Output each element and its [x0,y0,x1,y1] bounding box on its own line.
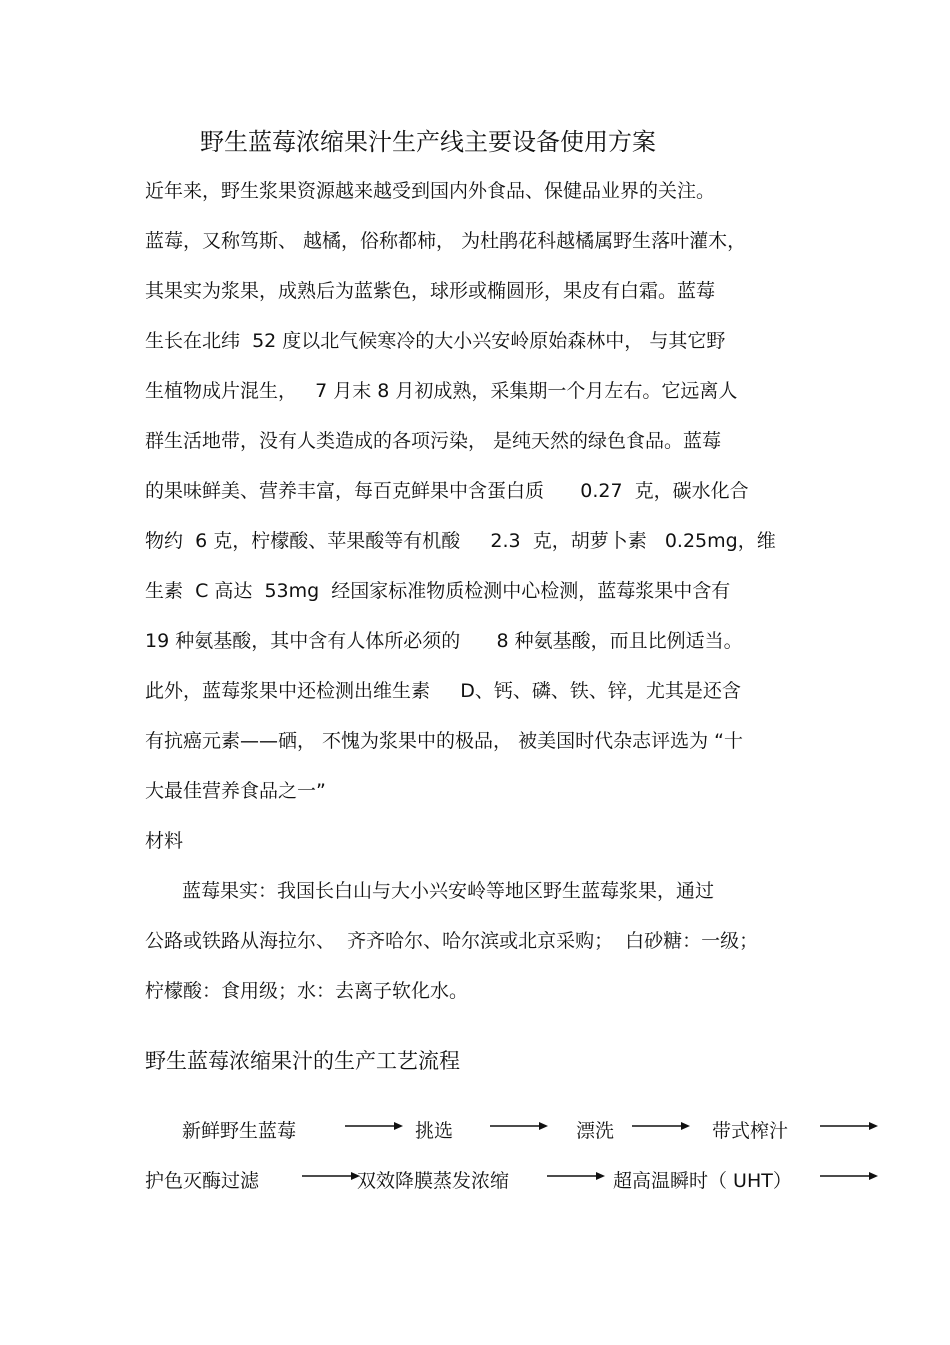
text-line: 19 种氨基酸，其中含有人体所必须的 8 种氨基酸，而且比例适当。 [145,630,743,652]
arrow-right-icon [490,1120,548,1132]
text-line: 蓝莓，又称笃斯、 越橘，俗称都柿， 为杜鹃花科越橘属野生落叶灌木， [145,230,747,252]
flow-step: 双效降膜蒸发浓缩 [357,1170,510,1192]
flow-step: 新鲜野生蓝莓 [182,1120,297,1142]
text-line: 柠檬酸：食用级；水：去离子软化水。 [145,980,469,1002]
text-line: 的果味鲜美、营养丰富，每百克鲜果中含蛋白质 0.27 克，碳水化合 [145,480,749,502]
arrow-right-icon [302,1170,360,1182]
text-line: 近年来，野生浆果资源越来越受到国内外食品、保健品业界的关注。 [145,180,716,202]
text-line: 物约 6 克，柠檬酸、苹果酸等有机酸 2.3 克，胡萝卜素 0.25mg，维 [145,530,776,552]
flow-step: 超高温瞬时（ UHT） [613,1170,792,1192]
document-title: 野生蓝莓浓缩果汁生产线主要设备使用方案 [200,128,656,156]
arrow-right-icon [820,1170,878,1182]
text-line: 蓝莓果实：我国长白山与大小兴安岭等地区野生蓝莓浆果，通过 [182,880,715,902]
text-line: 群生活地带，没有人类造成的各项污染， 是纯天然的绿色食品。蓝莓 [145,430,722,452]
arrow-right-icon [632,1120,690,1132]
flow-step: 漂洗 [576,1120,615,1142]
flow-step: 挑选 [415,1120,454,1142]
text-line: 生素 C 高达 53mg 经国家标准物质检测中心检测，蓝莓浆果中含有 [145,580,731,602]
arrow-right-icon [547,1170,605,1182]
text-line: 有抗癌元素——硒， 不愧为浆果中的极品， 被美国时代杂志评选为 “十 [145,730,743,752]
text-line: 公路或铁路从海拉尔、 齐齐哈尔、哈尔滨或北京采购； 白砂糖：一级； [145,930,759,952]
flow-step: 带式榨汁 [712,1120,789,1142]
arrow-right-icon [820,1120,878,1132]
process-heading: 野生蓝莓浓缩果汁的生产工艺流程 [145,1049,460,1073]
text-line: 此外，蓝莓浆果中还检测出维生素 D、钙、磷、铁、锌，尤其是还含 [145,680,741,702]
materials-heading: 材料 [145,830,184,852]
text-line: 生长在北纬 52 度以北气候寒冷的大小兴安岭原始森林中， 与其它野 [145,330,726,352]
text-line: 其果实为浆果，成熟后为蓝紫色，球形或椭圆形，果皮有白霜。蓝莓 [145,280,716,302]
text-line: 大最佳营养食品之一” [145,780,326,802]
arrow-right-icon [345,1120,403,1132]
text-line: 生植物成片混生， 7 月末 8 月初成熟，采集期一个月左右。它远离人 [145,380,738,402]
flow-step: 护色灭酶过滤 [145,1170,260,1192]
